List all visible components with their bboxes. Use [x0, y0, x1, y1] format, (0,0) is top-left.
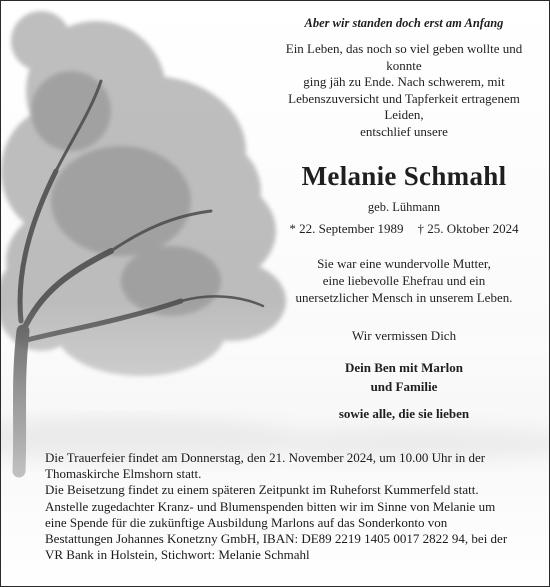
footer-line: Thomaskirche Elmshorn statt. — [45, 466, 202, 482]
footer-line: Bestattungen Johannes Konetzny GmbH, IBAN: DE89 2219 1405 0017 2822 94, bei der — [45, 531, 508, 547]
life-dates — [269, 221, 539, 237]
signature-block — [269, 358, 539, 396]
intro-line: entschlief unsere — [360, 123, 448, 139]
footer-line: VR Bank in Holstein, Stichwort: Melanie Schmahl — [45, 547, 310, 563]
tribute-line: eine liebevolle Ehefrau und ein — [322, 273, 486, 288]
maiden-name: geb. Lühmann — [367, 200, 441, 214]
intro-line: Lebenszuversicht und Tapferkeit ertragenem Leiden, — [288, 90, 520, 122]
intro-line: Ein Leben, das noch so viel geben wollte und konnte — [285, 41, 523, 73]
tribute-line: Sie war eine wundervolle Mutter, — [317, 256, 491, 271]
footer-line: Die Beisetzung findet zu einem späteren Zeitpunkt im Ruheforst Kummerfeld statt. — [45, 482, 479, 498]
death-date: † 25. Oktober 2024 — [417, 221, 519, 236]
footer-line: Die Trauerfeier findet am Donnerstag, den 21. November 2024, um 10.00 Uhr in der — [45, 450, 486, 465]
funeral-details — [45, 450, 541, 563]
signature-extra: sowie alle, die sie lieben — [338, 406, 470, 421]
tribute-line: unersetzlicher Mensch in unserem Leben. — [295, 290, 513, 305]
intro-line: ging jäh zu Ende. Nach schwerem, mit — [303, 74, 505, 89]
birth-date: * 22. September 1989 — [289, 221, 404, 236]
footer-line: Anstelle zugedachter Kranz- und Blumenspenden bitten wir im Sinne von Melanie um — [45, 498, 496, 514]
deceased-name: Melanie Schmahl — [301, 161, 507, 191]
footer-line: eine Spende für die zukünftige Ausbildung Marlons auf das Sonderkonto von — [45, 514, 448, 530]
tribute-text — [269, 255, 539, 306]
notice-main-column — [269, 15, 539, 422]
signature-line: und Familie — [370, 379, 438, 394]
motto-line: Aber wir standen doch erst am Anfang — [304, 16, 504, 30]
missed-line: Wir vermissen Dich — [351, 328, 457, 343]
intro-text — [269, 41, 539, 140]
signature-line: Dein Ben mit Marlon — [344, 360, 464, 375]
